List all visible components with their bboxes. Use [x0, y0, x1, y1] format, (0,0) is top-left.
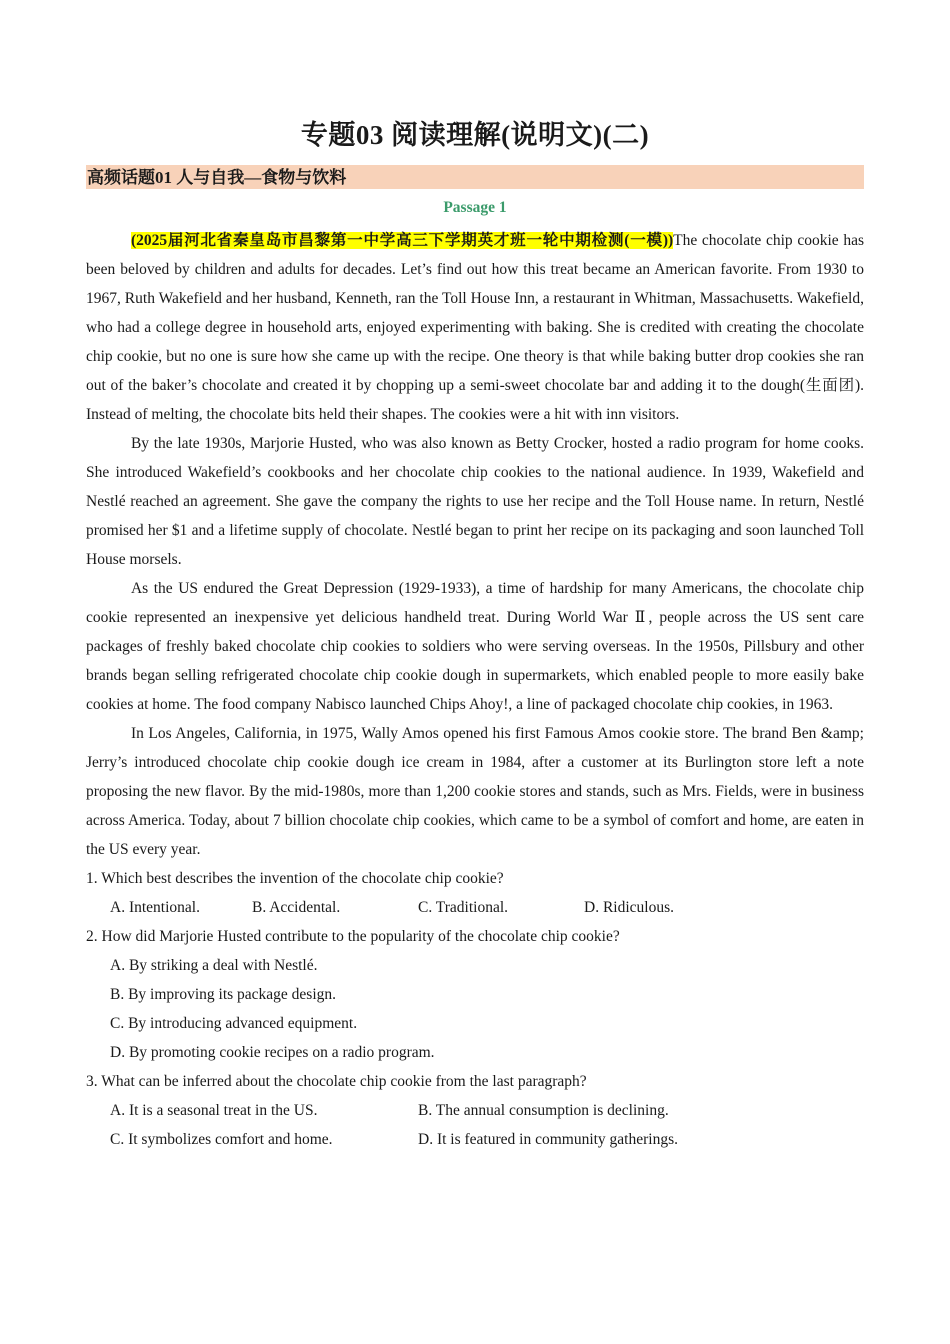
passage-label: Passage 1	[443, 199, 507, 216]
topic-heading: 高频话题01 人与自我—食物与饮料	[86, 165, 864, 189]
question-3-option-a: A. It is a seasonal treat in the US.	[110, 1102, 318, 1119]
paragraph-1-text: The chocolate chip cookie has been beloved by children and adults for decades. Let’s find out how this treat became an American favorite. From 1930 to 1967, Ruth Wakefield and her husband, Kenneth, ran the Toll House Inn, a restaurant in Whitman, Massachusetts. Wakefield, who had a college degree in household arts, enjoyed experimenting with baking. She is credited with creating the chocolate chip cookie, but no one is sure how she came up with the recipe. One theory is that while baking butter drop cookies she ran out of the baker’s chocolate and created it by chopping up a semi-sweet chocolate bar and adding it to the dough(生面团). Instead of melting, the chocolate bits held their shapes. The cookies were a hit with inn visitors.	[86, 232, 864, 423]
question-1-option-c: C. Traditional.	[418, 899, 509, 916]
question-3-options-row-2	[86, 1125, 864, 1154]
question-2-option-b: B. By improving its package design.	[110, 986, 337, 1003]
question-3-option-c: C. It symbolizes comfort and home.	[110, 1131, 333, 1148]
question-1-stem: 1. Which best describes the invention of the chocolate chip cookie?	[86, 870, 504, 887]
paragraph-2: By the late 1930s, Marjorie Husted, who was also known as Betty Crocker, hosted a radio program for home cooks. She introduced Wakefield’s cookbooks and her chocolate chip cookies to the national audience. In 1939, Wakefield and Nestlé reached an agreement. She gave the company the rights to use her recipe and the Toll House name. In return, Nestlé promised her $1 and a lifetime supply of chocolate. Nestlé began to print her recipe on its packaging and soon launched Toll House morsels.	[86, 435, 864, 568]
source-highlight: (2025届河北省秦皇岛市昌黎第一中学高三下学期英才班一轮中期检测(一模))	[130, 232, 674, 249]
question-2-option-a: A. By striking a deal with Nestlé.	[110, 957, 318, 974]
question-1-options	[86, 893, 864, 922]
question-3-option-b: B. The annual consumption is declining.	[418, 1102, 669, 1119]
paragraph-4: In Los Angeles, California, in 1975, Wally Amos opened his first Famous Amos cookie store. The brand Ben &amp; Jerry’s introduced chocolate chip cookie dough ice cream in 1984, after a customer at its Burlington store left a note proposing the new flavor. By the mid-1980s, more than 1,200 cookie stores and stands, such as Mrs. Fields, were in business across America. Today, about 7 billion chocolate chip cookies, which came to be a symbol of comfort and home, are eaten in the US every year.	[86, 725, 864, 858]
question-3-option-d: D. It is featured in community gatherings.	[418, 1131, 678, 1148]
question-2-stem: 2. How did Marjorie Husted contribute to the popularity of the chocolate chip cookie?	[86, 928, 620, 945]
question-2	[86, 922, 864, 1067]
paragraph-1	[86, 226, 864, 429]
question-3	[86, 1067, 864, 1154]
question-3-stem: 3. What can be inferred about the chocolate chip cookie from the last paragraph?	[86, 1073, 587, 1090]
question-1-option-a: A. Intentional.	[110, 899, 200, 916]
passage-content	[86, 226, 864, 1154]
question-2-option-c: C. By introducing advanced equipment.	[110, 1015, 358, 1032]
question-3-options-row-1	[86, 1096, 864, 1125]
page-title: 专题03 阅读理解(说明文)(二)	[300, 120, 650, 150]
question-1	[86, 864, 864, 922]
question-2-option-d: D. By promoting cookie recipes on a radio program.	[110, 1044, 435, 1061]
question-1-option-d: D. Ridiculous.	[584, 899, 674, 916]
question-1-option-b: B. Accidental.	[252, 899, 341, 916]
paragraph-3: As the US endured the Great Depression (1929-1933), a time of hardship for many Americans, the chocolate chip cookie represented an inexpensive yet delicious handheld treat. During World War Ⅱ, people across the US sent care packages of freshly baked chocolate chip cookies to soldiers who were serving overseas. In the 1950s, Pillsbury and other brands began selling refrigerated chocolate chip cookie dough in supermarkets, which enabled people to more easily bake cookies at home. The food company Nabisco launched Chips Ahoy!, a line of packaged chocolate chip cookies, in 1963.	[86, 580, 864, 713]
